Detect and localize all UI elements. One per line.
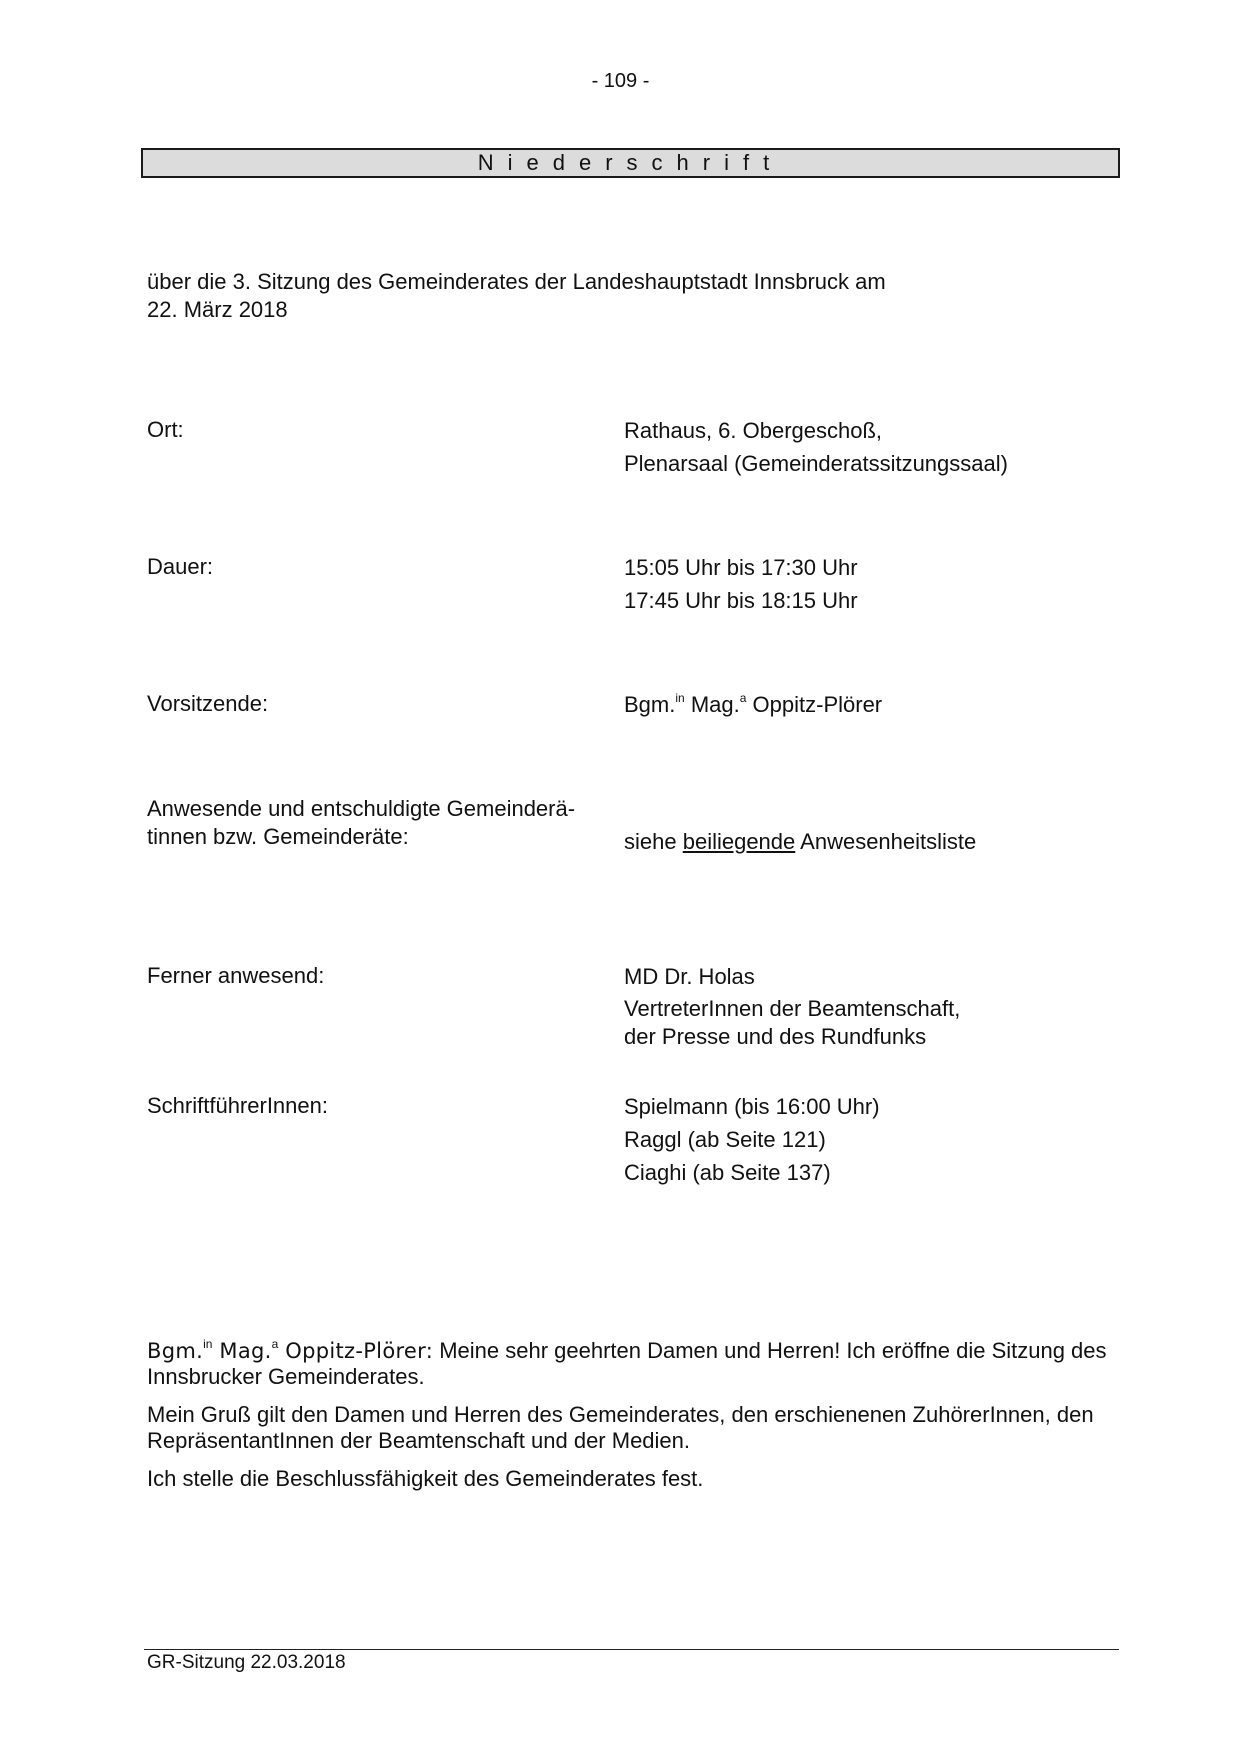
ferner-line-3: der Presse und des Rundfunks	[624, 1024, 927, 1049]
speaker-title-1: Bgm.	[147, 1339, 204, 1363]
vorsitzende-sup-2: a	[739, 691, 747, 705]
dauer-line-2: 17:45 Uhr bis 18:15 Uhr	[624, 588, 858, 613]
ferner-value	[624, 960, 960, 1051]
footer-text: GR-Sitzung 22.03.2018	[147, 1652, 346, 1673]
paragraph-3: Ich stelle die Beschlussfähigkeit des Gemeinderates fest.	[147, 1466, 704, 1491]
ort-value	[624, 414, 1008, 480]
anwesende-value	[624, 825, 976, 858]
speaker-title-2: Mag.	[212, 1339, 272, 1363]
vorsitzende-title-2: Mag.	[684, 692, 740, 717]
ferner-label: Ferner anwesend:	[147, 963, 325, 988]
paragraph-1	[147, 1338, 1107, 1390]
speaker-name: Oppitz-Plörer:	[278, 1339, 434, 1363]
anwesende-label-line-2: tinnen bzw. Gemeinderäte:	[147, 824, 409, 849]
vorsitzende-sup-1: in	[675, 691, 685, 705]
dauer-label: Dauer:	[147, 554, 214, 579]
intro-text	[147, 268, 1047, 324]
schriftfuehrer-label: SchriftführerInnen:	[147, 1093, 328, 1118]
vorsitzende-label: Vorsitzende:	[147, 691, 269, 716]
speaker-sup-1: in	[203, 1337, 213, 1351]
dauer-line-1: 15:05 Uhr bis 17:30 Uhr	[624, 555, 858, 580]
anwesende-label-line-1: Anwesende und entschuldigte Gemeinderä-	[147, 796, 576, 821]
schriftfuehrer-line-3: Ciaghi (ab Seite 137)	[624, 1160, 831, 1185]
paragraph-1-text: Meine sehr geehrten Damen und Herren! Ich eröffne die Sitzung des Innsbrucker Gemeinderates.	[147, 1338, 1107, 1389]
footer-divider	[144, 1649, 1119, 1650]
anwesende-label	[147, 795, 575, 851]
schriftfuehrer-value	[624, 1090, 880, 1189]
paragraph-2: Mein Gruß gilt den Damen und Herren des Gemeinderates, den erschienenen ZuhörerInnen, den RepräsentantInnen der Beamtenschaft und der Medien.	[147, 1402, 1094, 1453]
anwesende-value-post: Anwesenheitsliste	[795, 829, 977, 854]
schriftfuehrer-line-1: Spielmann (bis 16:00 Uhr)	[624, 1094, 880, 1119]
minutes-body	[147, 1338, 1107, 1504]
anwesende-value-pre: siehe	[624, 829, 683, 854]
speaker-sup-2: a	[271, 1337, 279, 1351]
intro-line-1: über die 3. Sitzung des Gemeinderates der Landeshauptstadt Innsbruck am	[147, 269, 886, 294]
ferner-line-2: VertreterInnen der Beamtenschaft,	[624, 996, 961, 1021]
intro-line-2: 22. März 2018	[147, 297, 288, 322]
ort-label: Ort:	[147, 417, 184, 442]
vorsitzende-value	[624, 688, 882, 721]
schriftfuehrer-line-2: Raggl (ab Seite 121)	[624, 1127, 826, 1152]
ort-line-2: Plenarsaal (Gemeinderatssitzungssaal)	[624, 451, 1008, 476]
ort-line-1: Rathaus, 6. Obergeschoß,	[624, 418, 883, 443]
vorsitzende-title-1: Bgm.	[624, 692, 676, 717]
ferner-line-1: MD Dr. Holas	[624, 964, 755, 989]
dauer-value	[624, 551, 858, 617]
document-title: Niederschrift	[141, 148, 1120, 178]
vorsitzende-name: Oppitz-Plörer	[746, 692, 883, 717]
beiliegende-link: beiliegende	[682, 829, 796, 854]
page-number: - 109 -	[591, 70, 650, 92]
